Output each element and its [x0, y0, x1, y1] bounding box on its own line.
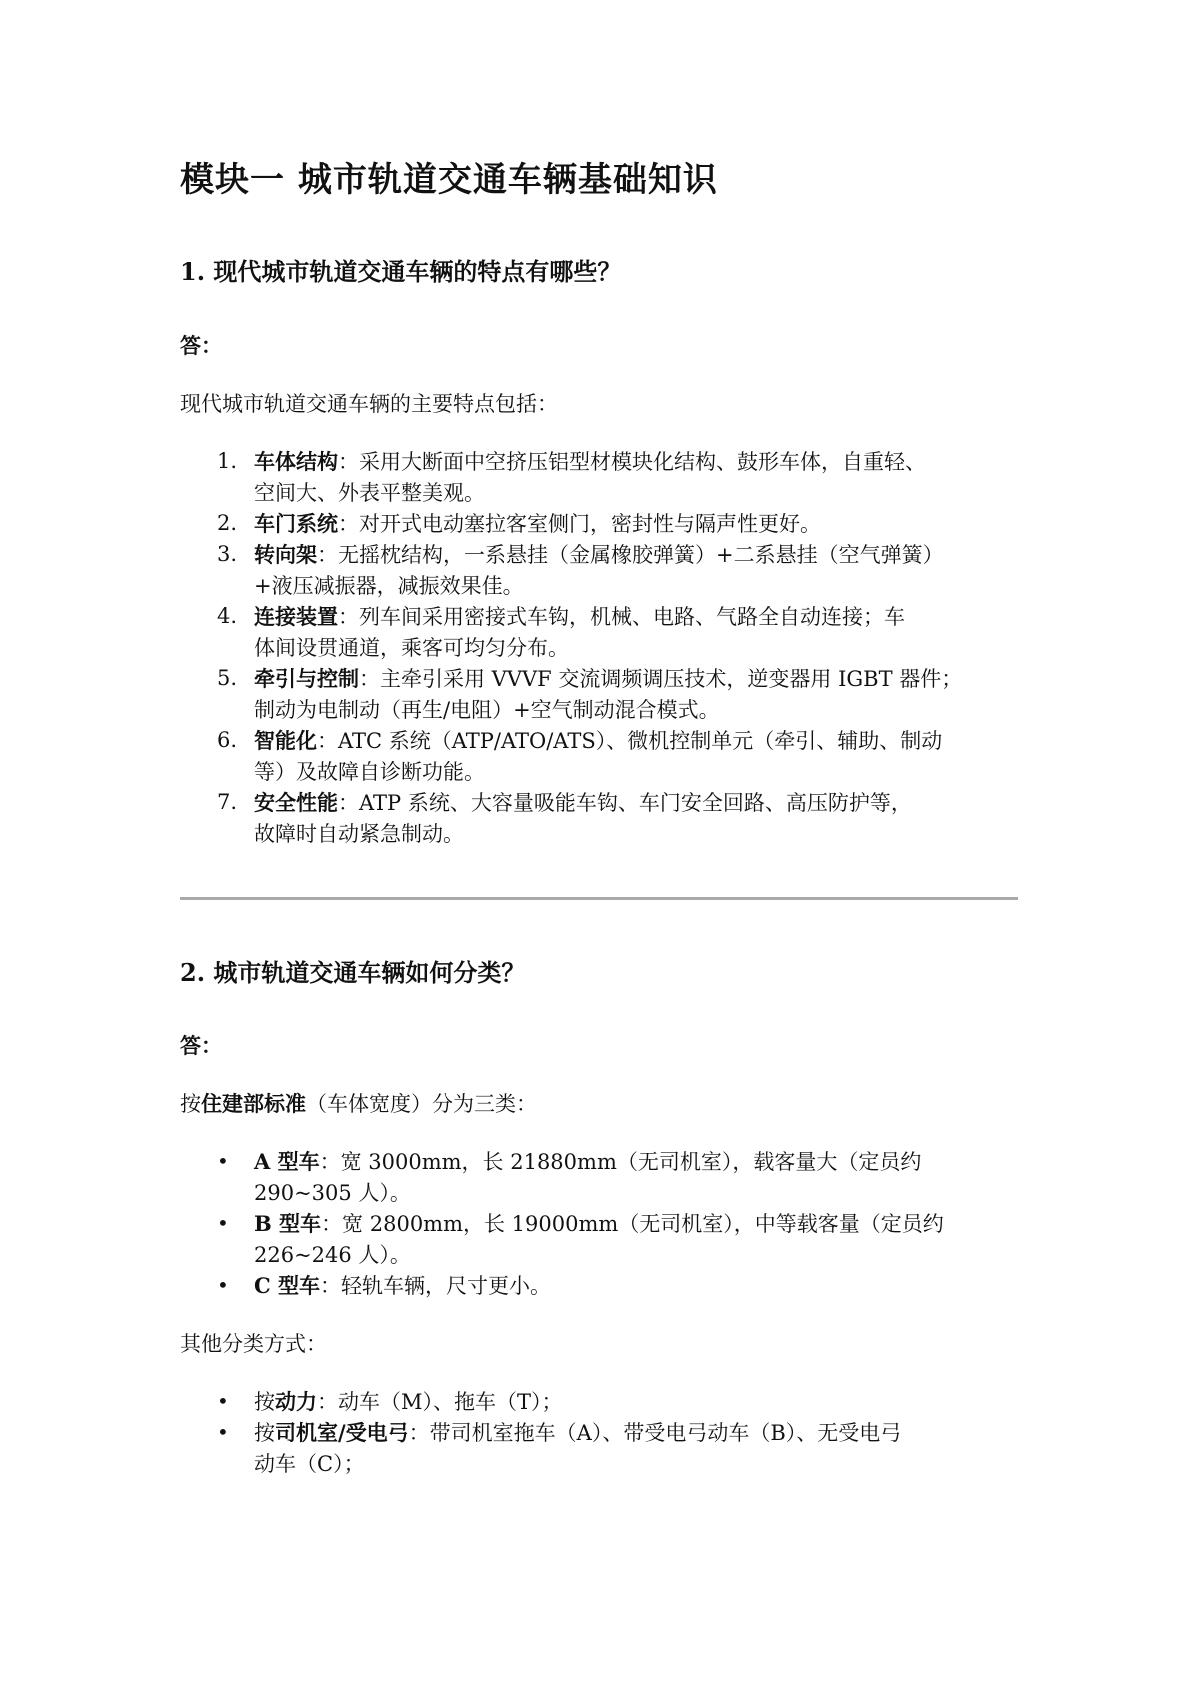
bullet-icon: •	[217, 1273, 229, 1297]
intro-suffix: （车体宽度）分为三类：	[306, 1092, 537, 1116]
item-text: ：宽 2800mm，长 19000mm（无司机室），中等载客量（定员约	[321, 1212, 944, 1236]
bullet-icon: •	[217, 1149, 229, 1173]
other-classification-intro: 其他分类方式：	[180, 1332, 327, 1356]
answer-2-intro	[180, 1088, 537, 1118]
item-prefix: 按	[254, 1390, 275, 1414]
item-text-cont: 故障时自动紧急制动。	[254, 822, 464, 846]
item-text-cont: +液压减振器，减振效果佳。	[254, 574, 524, 598]
item-prefix: 按	[254, 1421, 275, 1445]
item-text: ：宽 3000mm，长 21880mm（无司机室），载客量大（定员约	[319, 1150, 922, 1174]
list-item	[217, 1208, 1017, 1270]
answer-1-label: 答：	[180, 333, 222, 358]
item-text-cont: 等）及故障自诊断功能。	[254, 760, 485, 784]
item-text: ：对开式电动塞拉客室侧门，密封性与隔声性更好。	[338, 512, 821, 536]
item-text-cont: 制动为电制动（再生/电阻）+空气制动混合模式。	[254, 698, 720, 722]
item-label: C 型车	[254, 1273, 321, 1298]
item-label: 司机室/受电弓	[275, 1420, 409, 1445]
question-2-title: 2. 城市轨道交通车辆如何分类？	[180, 958, 526, 987]
bullet-icon: •	[217, 1211, 229, 1235]
item-number: 7.	[217, 790, 238, 814]
item-text: ：ATP 系统、大容量吸能车钩、车门安全回路、高压防护等，	[338, 791, 912, 815]
item-text: ：无摇枕结构，一系悬挂（金属橡胶弹簧）+二系悬挂（空气弹簧）	[317, 543, 944, 567]
item-text: ：动车（M）、拖车（T）；	[317, 1390, 563, 1414]
item-text-cont: 空间大、外表平整美观。	[254, 481, 485, 505]
intro-bold: 住建部标准	[201, 1091, 306, 1116]
answer-2-label: 答：	[180, 1033, 222, 1058]
item-number: 4.	[217, 604, 238, 628]
list-item	[217, 787, 1017, 849]
section-divider	[180, 897, 1018, 900]
item-text-cont: 226~246 人）。	[254, 1243, 411, 1267]
intro-prefix: 按	[180, 1092, 201, 1116]
item-label: 车门系统	[254, 511, 338, 536]
item-text: ：主牵引采用 VVVF 交流调频调压技术，逆变器用 IGBT 器件；	[359, 667, 963, 691]
item-text-cont: 动车（C）；	[254, 1452, 365, 1476]
item-text-cont: 290~305 人）。	[254, 1181, 411, 1205]
item-label: 牵引与控制	[254, 666, 359, 691]
item-label: 车体结构	[254, 449, 338, 474]
list-item	[217, 1146, 1017, 1208]
item-text: ：带司机室拖车（A）、带受电弓动车（B）、无受电弓	[408, 1421, 902, 1445]
bullet-icon: •	[217, 1420, 229, 1444]
item-number: 3.	[217, 542, 238, 566]
item-text: ：轻轨车辆，尺寸更小。	[320, 1274, 552, 1298]
list-item	[217, 1386, 1017, 1417]
item-label: A 型车	[254, 1149, 320, 1174]
list-item	[217, 508, 1017, 539]
item-label: 安全性能	[254, 790, 338, 815]
list-item	[217, 446, 1017, 508]
item-number: 6.	[217, 728, 238, 752]
answer-1-intro: 现代城市轨道交通车辆的主要特点包括：	[180, 392, 558, 416]
list-item	[217, 539, 1017, 601]
module-title: 模块一 城市轨道交通车辆基础知识	[180, 160, 718, 200]
list-item	[217, 601, 1017, 663]
item-text: ：采用大断面中空挤压铝型材模块化结构、鼓形车体，自重轻、	[338, 450, 926, 474]
bullet-icon: •	[217, 1389, 229, 1413]
question-1-title: 1. 现代城市轨道交通车辆的特点有哪些？	[180, 257, 622, 286]
item-label: 智能化	[254, 728, 317, 753]
list-item	[217, 725, 1017, 787]
item-number: 5.	[217, 666, 238, 690]
item-number: 2.	[217, 511, 238, 535]
item-label: 连接装置	[254, 604, 338, 629]
list-item	[217, 1270, 1017, 1301]
item-text: ：列车间采用密接式车钩，机械、电路、气路全自动连接；车	[338, 605, 905, 629]
item-text: ：ATC 系统（ATP/ATO/ATS）、微机控制单元（牵引、辅助、制动	[317, 729, 943, 753]
item-label: 转向架	[254, 542, 317, 567]
list-item	[217, 1417, 1017, 1479]
item-number: 1.	[217, 449, 238, 473]
list-item	[217, 663, 1017, 725]
item-label: B 型车	[254, 1211, 322, 1236]
item-text-cont: 体间设贯通道，乘客可均匀分布。	[254, 636, 569, 660]
item-label: 动力	[275, 1389, 317, 1414]
